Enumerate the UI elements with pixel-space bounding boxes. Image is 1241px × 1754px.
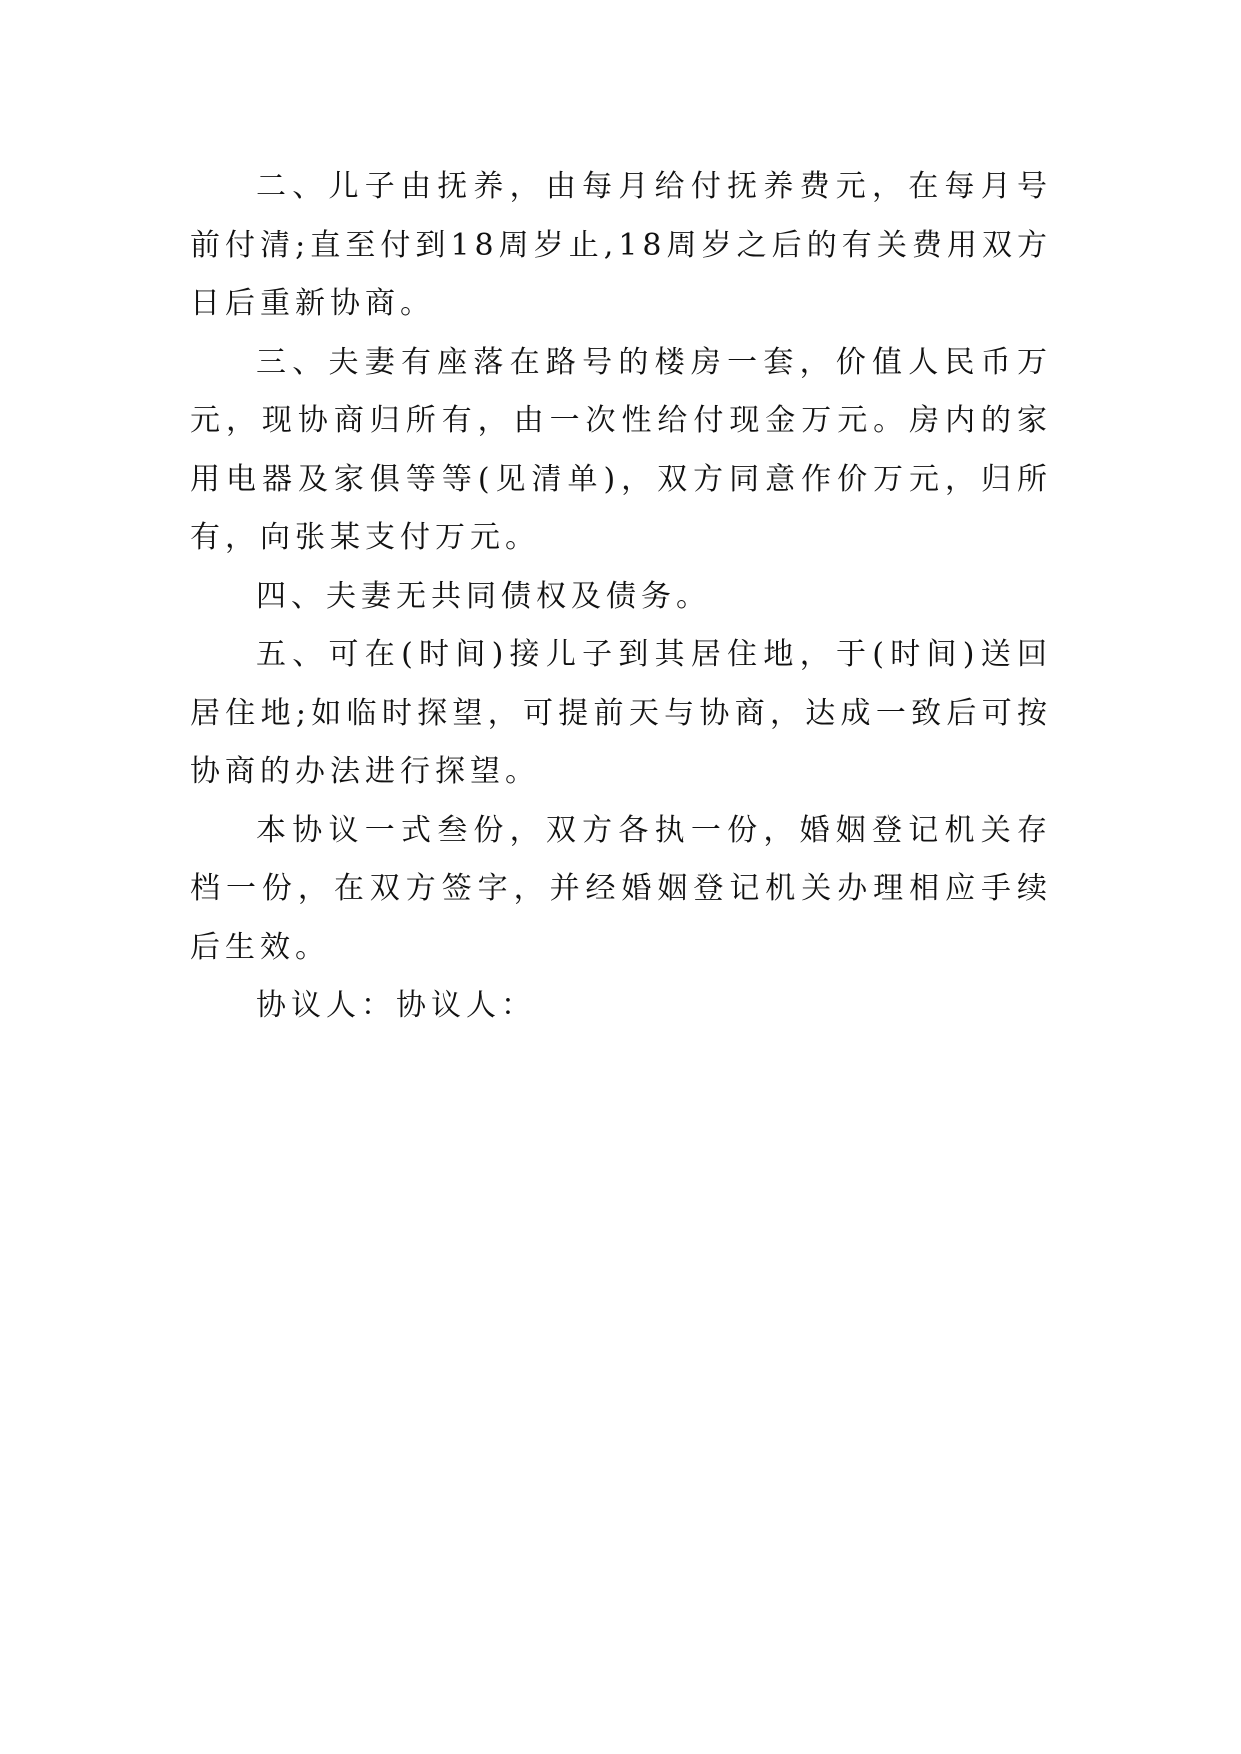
clause-3-property: 三、夫妻有座落在路号的楼房一套，价值人民币万元，现协商归所有，由一次性给付现金万元。房内的家用电器及家俱等等(见清单)，双方同意作价万元，归所有，向张某支付万元。 — [190, 344, 1052, 555]
clause-2-child-custody: 二、儿子由抚养，由每月给付抚养费元，在每月号前付清;直至付到18周岁止,18周岁之后的有关费用双方日后重新协商。 — [190, 169, 1052, 321]
document-body — [190, 158, 1052, 1036]
signature-line: 协议人：协议人： — [256, 988, 536, 1023]
clause-5-visitation: 五、可在(时间)接儿子到其居住地，于(时间)送回居住地;如临时探望，可提前天与协商，达成一致后可按协商的办法进行探望。 — [190, 637, 1052, 789]
clause-4-debts: 四、夫妻无共同债权及债务。 — [256, 578, 711, 614]
agreement-copies-clause: 本协议一式叁份，双方各执一份，婚姻登记机关存档一份，在双方签字，并经婚姻登记机关办理相应手续后生效。 — [190, 812, 1052, 965]
